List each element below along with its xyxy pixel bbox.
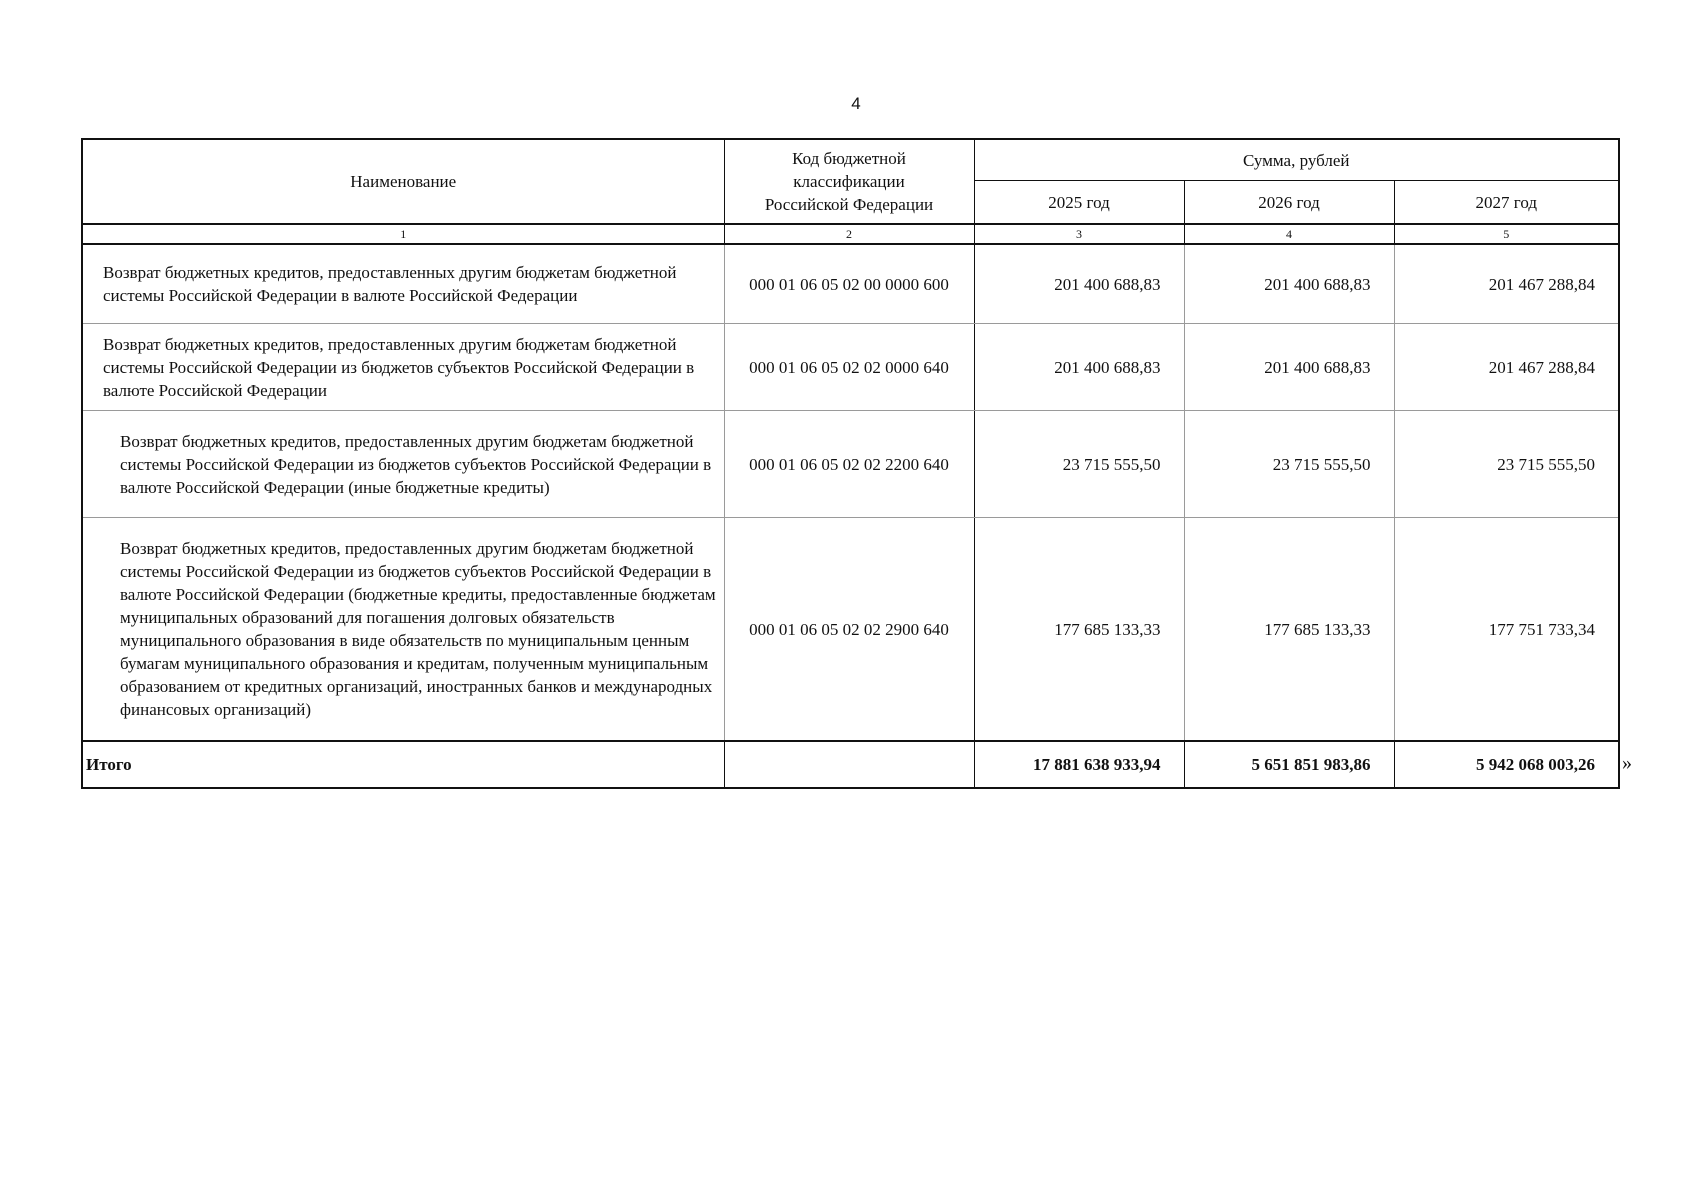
row-code: 000 01 06 05 02 02 0000 640 — [724, 324, 974, 411]
row-code: 000 01 06 05 02 02 2900 640 — [724, 518, 974, 742]
total-label: Итого — [82, 741, 724, 788]
total-row — [82, 741, 1619, 788]
column-number: 2 — [724, 224, 974, 244]
total-code — [724, 741, 974, 788]
row-amount-2025: 201 400 688,83 — [974, 324, 1184, 411]
header-name: Наименование — [82, 139, 724, 224]
total-amount-2025: 17 881 638 933,94 — [974, 741, 1184, 788]
row-amount-2026: 177 685 133,33 — [1184, 518, 1394, 742]
row-amount-2026: 23 715 555,50 — [1184, 411, 1394, 518]
row-amount-2025: 23 715 555,50 — [974, 411, 1184, 518]
header-year-2026: 2026 год — [1184, 181, 1394, 225]
row-code: 000 01 06 05 02 00 0000 600 — [724, 244, 974, 324]
header-code: Код бюджетной классификации Российской Федерации — [724, 139, 974, 224]
table-row — [82, 244, 1619, 324]
column-numbers-row — [82, 224, 1619, 244]
table-row — [82, 518, 1619, 742]
row-code: 000 01 06 05 02 02 2200 640 — [724, 411, 974, 518]
row-amount-2025: 201 400 688,83 — [974, 244, 1184, 324]
row-amount-2026: 201 400 688,83 — [1184, 324, 1394, 411]
budget-table — [81, 138, 1620, 789]
row-amount-2027: 201 467 288,84 — [1394, 244, 1619, 324]
header-row — [82, 139, 1619, 181]
row-amount-2027: 201 467 288,84 — [1394, 324, 1619, 411]
table-row — [82, 324, 1619, 411]
total-amount-2027: 5 942 068 003,26 — [1394, 741, 1619, 788]
column-number: 3 — [974, 224, 1184, 244]
table-row — [82, 411, 1619, 518]
header-year-2027: 2027 год — [1394, 181, 1619, 225]
row-amount-2027: 177 751 733,34 — [1394, 518, 1619, 742]
closing-quote: » — [1622, 752, 1632, 774]
row-name: Возврат бюджетных кредитов, предоставленных другим бюджетам бюджетной системы Российской Федерации из бюджетов субъектов Российской Федерации в валюте Российской Федерации (иные бюджетные кредиты) — [82, 411, 724, 518]
row-amount-2025: 177 685 133,33 — [974, 518, 1184, 742]
header-amount-group: Сумма, рублей — [974, 139, 1619, 181]
row-name: Возврат бюджетных кредитов, предоставленных другим бюджетам бюджетной системы Российской Федерации из бюджетов субъектов Российской Федерации в валюте Российской Федерации (бюджетные кредиты, предоставленные бюджетам муниципальных образований для погашения долговых обязательств муниципального образования в виде обязательств по муниципальным ценным бумагам муниципального образования и кредитам, полученным муниципальным образованием от кредитных организаций, иностранных банков и международных финансовых организаций) — [82, 518, 724, 742]
row-amount-2026: 201 400 688,83 — [1184, 244, 1394, 324]
header-year-2025: 2025 год — [974, 181, 1184, 225]
column-number: 1 — [82, 224, 724, 244]
page-number: 4 — [851, 94, 861, 113]
column-number: 4 — [1184, 224, 1394, 244]
row-name: Возврат бюджетных кредитов, предоставленных другим бюджетам бюджетной системы Российской Федерации в валюте Российской Федерации — [82, 244, 724, 324]
row-name: Возврат бюджетных кредитов, предоставленных другим бюджетам бюджетной системы Российской Федерации из бюджетов субъектов Российской Федерации в валюте Российской Федерации — [82, 324, 724, 411]
column-number: 5 — [1394, 224, 1619, 244]
total-amount-2026: 5 651 851 983,86 — [1184, 741, 1394, 788]
row-amount-2027: 23 715 555,50 — [1394, 411, 1619, 518]
